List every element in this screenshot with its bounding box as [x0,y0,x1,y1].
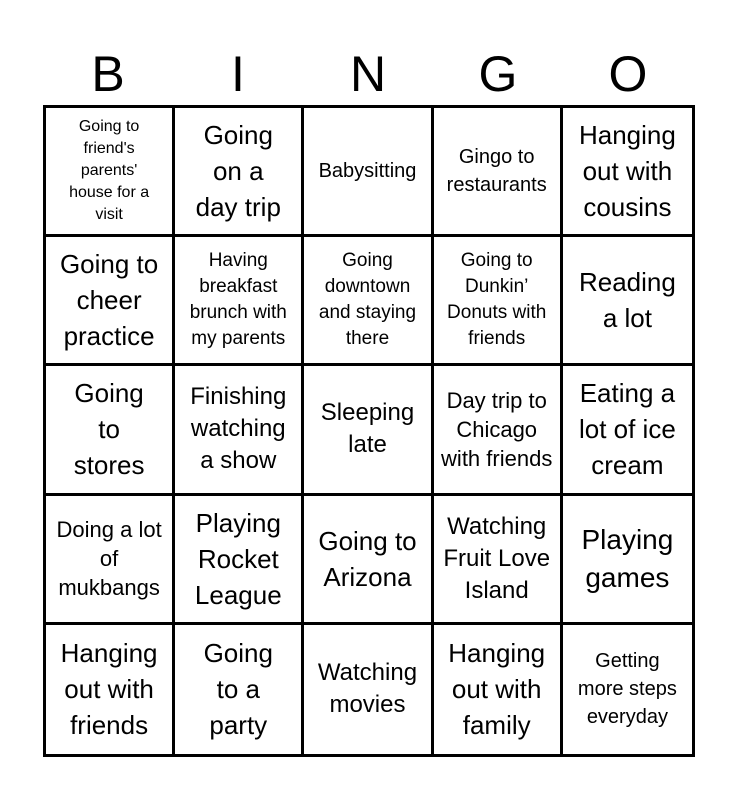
bingo-cell-r1c5[interactable] [563,108,692,237]
bingo-cell-label: Going to Dunkin’ Donuts with friends [447,250,547,350]
bingo-cell-r3c4[interactable] [434,366,563,495]
bingo-cell-label: Going to a party [203,638,273,741]
bingo-cell-r5c5[interactable] [563,625,692,754]
bingo-cell-label: Watching Fruit Love Island [443,512,551,604]
header-letter-o: O [608,46,648,102]
bingo-cell-r1c4[interactable] [434,108,563,237]
bingo-cell-r4c3[interactable] [304,496,433,625]
bingo-cell-label: Babysitting [318,160,417,183]
bingo-cell-label: Going downtown and staying there [318,250,417,350]
bingo-cell-label: Hanging out with family [448,638,546,741]
bingo-cell-label: Playing games [581,523,674,593]
bingo-cell-r2c2[interactable] [175,237,304,366]
bingo-cell-r5c4[interactable] [434,625,563,754]
bingo-cell-r5c3[interactable] [304,625,433,754]
bingo-cell-r3c5[interactable] [563,366,692,495]
bingo-cell-r4c1[interactable] [46,496,175,625]
bingo-grid [43,105,695,757]
bingo-cell-label: Hanging out with friends [60,638,158,741]
bingo-cell-label: Getting more steps everyday [577,650,677,729]
bingo-cell-r3c1[interactable] [46,366,175,495]
bingo-cell-label: Having breakfast brunch with my parents [189,250,287,350]
bingo-cell-label: Reading a lot [578,267,676,334]
bingo-cell-r2c3[interactable] [304,237,433,366]
bingo-cell-r2c1[interactable] [46,237,175,366]
bingo-cell-label: Playing Rocket League [194,507,282,610]
bingo-cell-r4c4[interactable] [434,496,563,625]
header-letter-i: I [231,46,245,102]
bingo-cell-label: Day trip to Chicago with friends [441,387,553,471]
bingo-cell-r5c1[interactable] [46,625,175,754]
bingo-cell-r1c2[interactable] [175,108,304,237]
bingo-cell-label: Doing a lot of mukbangs [56,517,162,601]
bingo-cell-label: Going to stores [73,378,145,481]
bingo-cell-label: Going on a day trip [195,120,281,223]
bingo-cell-r5c2[interactable] [175,625,304,754]
bingo-cell-r1c1[interactable] [46,108,175,237]
bingo-cell-label: Gingo to restaurants [446,146,547,197]
bingo-cell-r4c2[interactable] [175,496,304,625]
bingo-cell-r4c5[interactable] [563,496,692,625]
bingo-header [43,44,693,104]
bingo-cell-r2c5[interactable] [563,237,692,366]
bingo-cell-label: Going to Arizona [318,525,417,592]
bingo-cell-r2c4[interactable] [434,237,563,366]
header-letter-g: G [478,46,518,102]
header-letter-n: N [349,46,387,102]
bingo-cell-r3c2[interactable] [175,366,304,495]
bingo-cell-r1c3[interactable] [304,108,433,237]
bingo-cell-label: Sleeping late [320,399,415,459]
bingo-cell-label: Going to friend's parents' house for a visit [69,118,150,224]
bingo-cell-label: Watching movies [317,659,418,719]
bingo-cell-label: Hanging out with cousins [578,120,676,223]
bingo-cell-label: Finishing watching a show [190,383,287,475]
bingo-cell-label: Eating a lot of ice cream [578,378,676,481]
header-letter-b: B [91,46,125,102]
bingo-cell-r3c3[interactable] [304,366,433,495]
bingo-cell-label: Going to cheer practice [59,249,159,352]
